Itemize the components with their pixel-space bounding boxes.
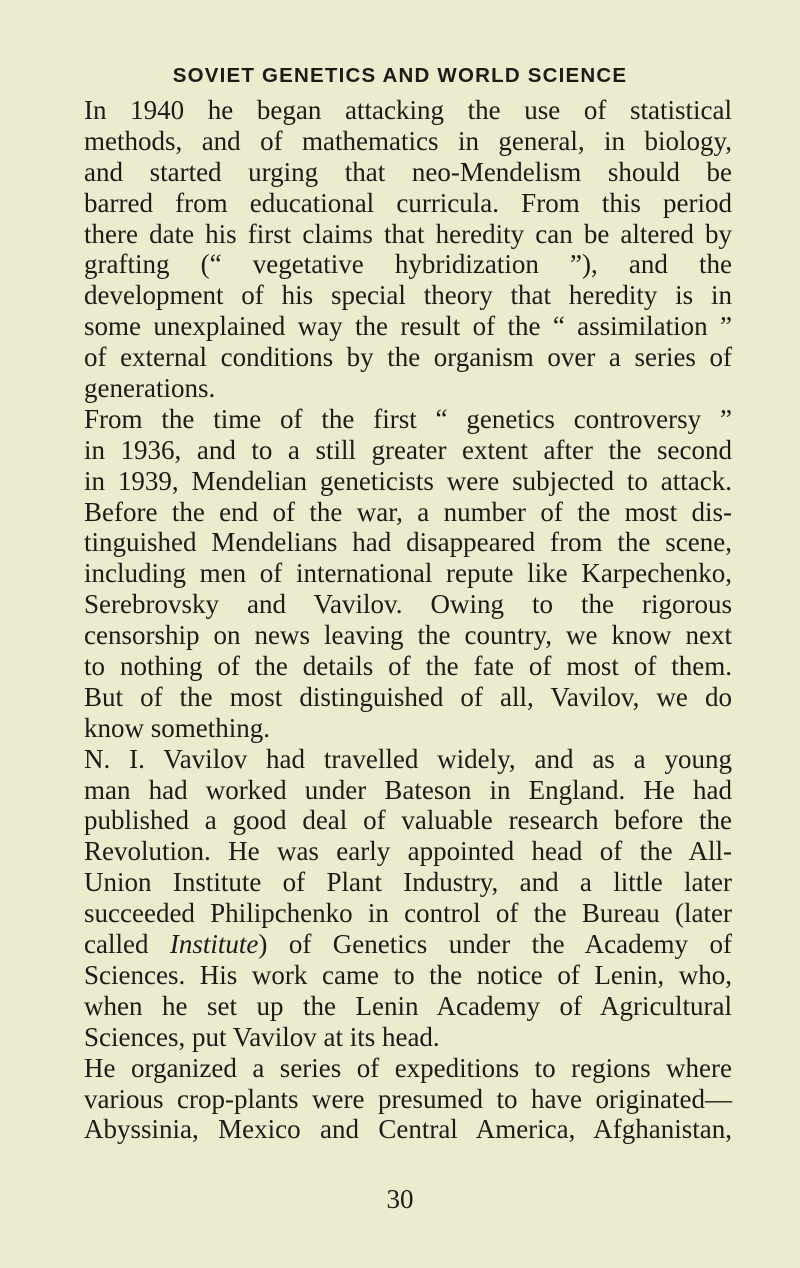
paragraph-2 (84, 404, 732, 744)
text-line: to nothing of the details of the fate of most of them. (84, 651, 732, 682)
text-line: development of his special theory that heredity is in (84, 280, 732, 311)
text-line-with-italic (84, 929, 732, 960)
text-segment: called (84, 929, 170, 960)
text-line: published a good deal of valuable research before the (84, 805, 732, 836)
text-line: succeeded Philipchenko in control of the Bureau (later (84, 898, 732, 929)
text-line: Abyssinia, Mexico and Central America, Afghanistan, (84, 1114, 732, 1145)
text-line: methods, and of mathematics in general, in biology, (84, 125, 732, 156)
text-line: Union Institute of Plant Industry, and a little later (84, 867, 732, 898)
text-line: Sciences. His work came to the notice of Lenin, who, (84, 959, 732, 990)
text-line: know something. (84, 712, 270, 743)
text-line: Before the end of the war, a number of the most dis- (84, 496, 732, 527)
text-line: some unexplained way the result of the “ assimilation ” (84, 311, 732, 342)
text-line: in 1939, Mendelian geneticists were subjected to attack. (84, 465, 732, 496)
text-line: grafting (“ vegetative hybridization ”), and the (84, 249, 732, 280)
text-line: of external conditions by the organism over a series of (84, 342, 732, 373)
text-line: barred from educational curricula. From this period (84, 187, 732, 218)
text-line: He organized a series of expeditions to regions where (84, 1052, 732, 1083)
body-text (84, 95, 732, 1145)
paragraph-4 (84, 1053, 732, 1146)
text-line: tinguished Mendelians had disappeared from the scene, (84, 527, 732, 558)
text-line: censorship on news leaving the country, we know next (84, 620, 732, 651)
running-head: SOVIET GENETICS AND WORLD SCIENCE (172, 64, 628, 87)
text-line: Sciences, put Vavilov at its head. (84, 1021, 440, 1052)
text-line: man had worked under Bateson in England. He had (84, 774, 732, 805)
text-line: Revolution. He was early appointed head of the All- (84, 836, 732, 867)
text-line: there date his first claims that heredity can be altered by (84, 218, 732, 249)
paragraph-3 (84, 744, 732, 1053)
text-line: From the time of the first “ genetics controversy ” (84, 403, 732, 434)
paragraph-1 (84, 95, 732, 404)
text-segment: ) of Genetics under the Academy of (258, 929, 732, 960)
text-line: when he set up the Lenin Academy of Agricultural (84, 990, 732, 1021)
page-number: 30 (386, 1184, 414, 1214)
text-line: generations. (84, 373, 216, 404)
text-line: N. I. Vavilov had travelled widely, and as a young (84, 743, 732, 774)
text-line: Serebrovsky and Vavilov. Owing to the rigorous (84, 589, 732, 620)
text-line: But of the most distinguished of all, Vavilov, we do (84, 681, 732, 712)
italic-term: Institute (169, 929, 259, 960)
text-line: including men of international repute like Karpechenko, (84, 558, 732, 589)
text-line: various crop-plants were presumed to have originated— (84, 1083, 732, 1114)
text-line: and started urging that neo-Mendelism should be (84, 156, 732, 187)
text-line: in 1936, and to a still greater extent after the second (84, 434, 732, 465)
text-line: In 1940 he began attacking the use of statistical (84, 95, 732, 125)
